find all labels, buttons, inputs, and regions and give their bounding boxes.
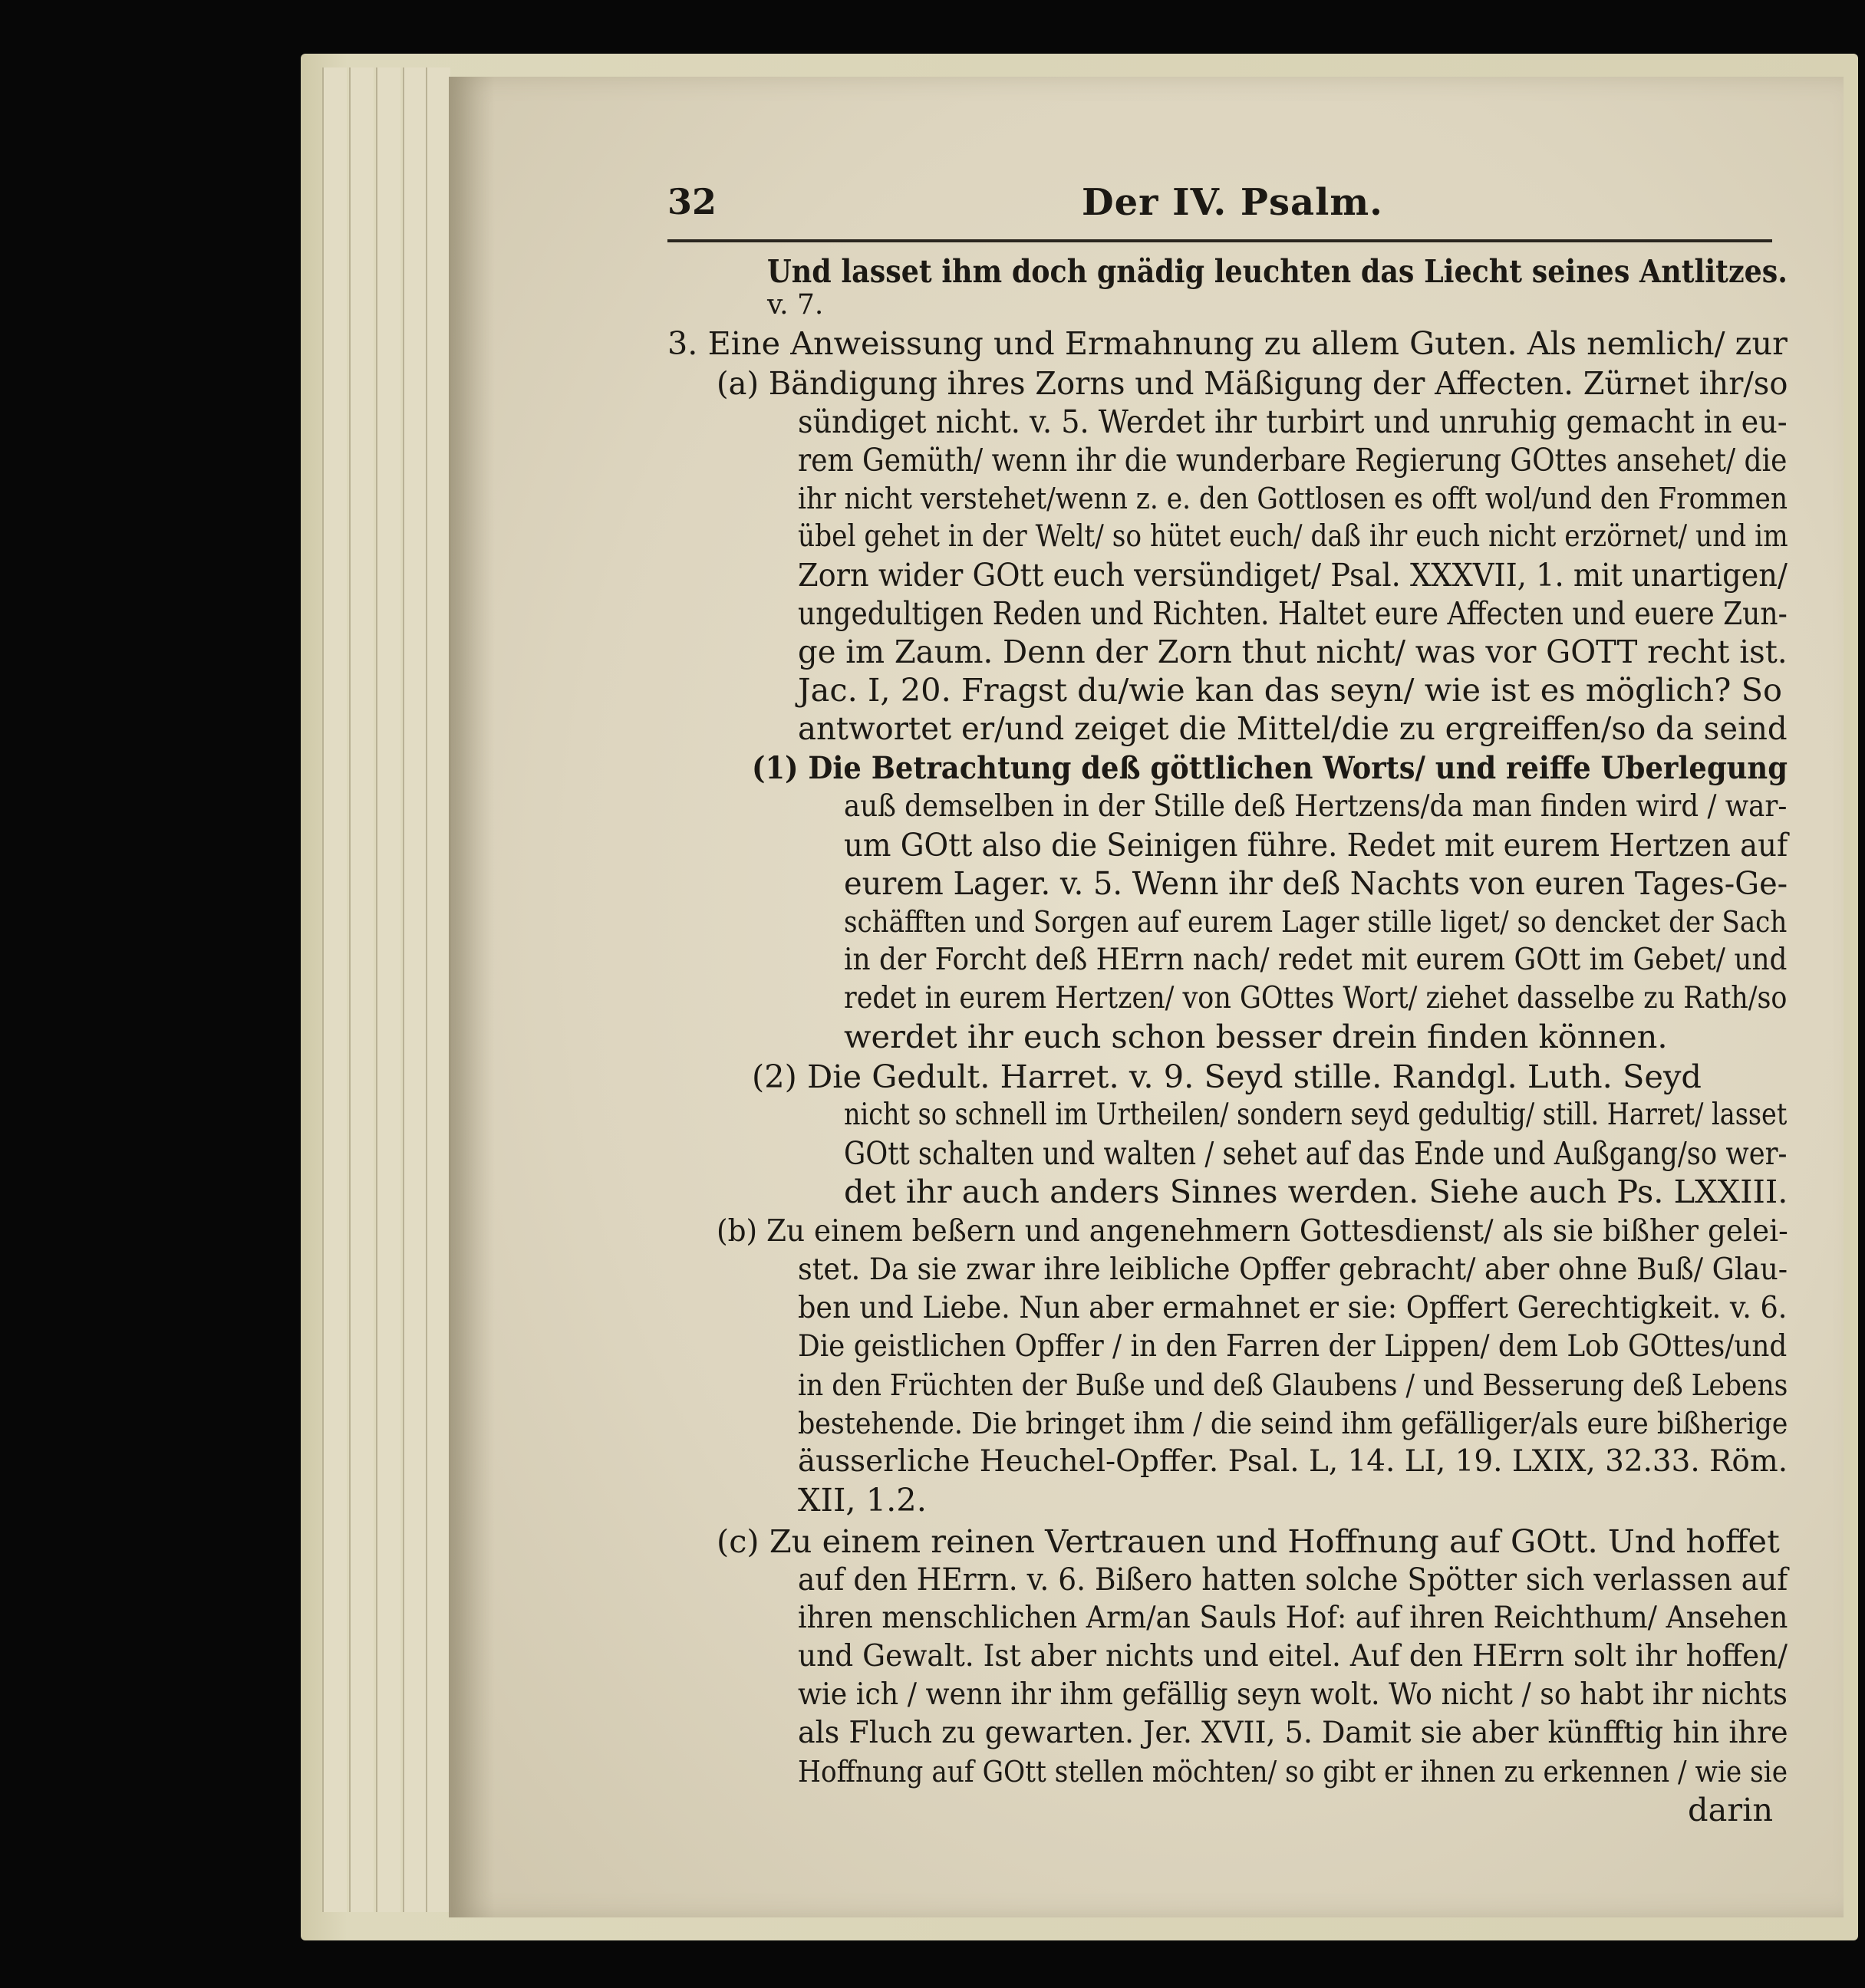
text-line: ben und Liebe. Nun aber ermahnet er sie: Opffert Gerechtigkeit. v. 6. bbox=[798, 1291, 1788, 1325]
text-line: wie ich / wenn ihr ihm gefällig seyn wolt. Wo nicht / so habt ihr nichts bbox=[798, 1677, 1788, 1712]
text-line: als Fluch zu gewarten. Jer. XVII, 5. Damit sie aber künfftig hin ihre bbox=[798, 1716, 1788, 1750]
text-line: in den Früchten der Buße und deß Glaubens / und Besserung deß Lebens bbox=[798, 1368, 1788, 1402]
text-line: Zorn wider GOtt euch versündiget/ Psal. XXXVII, 1. mit unartigen/ bbox=[798, 556, 1788, 594]
text-line: um GOtt also die Seinigen führe. Redet mit eurem Hertzen auf bbox=[844, 826, 1788, 864]
catchword: darin bbox=[1688, 1791, 1774, 1828]
text-line: (a) Bändigung ihres Zorns und Mäßigung der Affecten. Zürnet ihr/so bbox=[717, 364, 1788, 402]
page-edge bbox=[349, 67, 374, 1912]
text-line: det ihr auch anders Sinnes werden. Siehe auch Ps. LXXIII. bbox=[844, 1173, 1788, 1210]
header-rule bbox=[667, 239, 1772, 242]
page-edge bbox=[322, 67, 347, 1912]
text-line: Die geistlichen Opffer / in den Farren der Lippen/ dem Lob GOttes/und bbox=[798, 1329, 1788, 1364]
text-line: in der Forcht deß HErrn nach/ redet mit eurem GOtt im Gebet/ und bbox=[844, 943, 1788, 977]
text-line: (1) Die Betrachtung deß göttlichen Worts/ und reiffe Uberlegung bbox=[752, 750, 1788, 786]
text-line: eurem Lager. v. 5. Wenn ihr deß Nachts von euren Tages-Ge- bbox=[844, 864, 1788, 902]
text-line: (2) Die Gedult. Harret. v. 9. Seyd stille. Randgl. Luth. Seyd bbox=[752, 1058, 1702, 1095]
text-line: äusserliche Heuchel-Opffer. Psal. L, 14. LI, 19. LXIX, 32.33. Röm. bbox=[798, 1444, 1788, 1479]
text-line: v. 7. bbox=[767, 289, 824, 321]
text-line: 3. Eine Anweissung und Ermahnung zu allem Guten. Als nemlich/ zur bbox=[667, 324, 1788, 362]
text-line: ungedultigen Reden und Richten. Haltet eure Affecten und euere Zun- bbox=[798, 594, 1788, 632]
text-line: Jac. I, 20. Fragst du/wie kan das seyn/ wie ist es möglich? So bbox=[798, 671, 1783, 709]
text-line: und Gewalt. Ist aber nichts und eitel. Auf den HErrn solt ihr hoffen/ bbox=[798, 1639, 1788, 1674]
text-line: XII, 1.2. bbox=[798, 1481, 927, 1519]
running-title: Der IV. Psalm. bbox=[1082, 181, 1383, 224]
text-line: stet. Da sie zwar ihre leibliche Opffer gebracht/ aber ohne Buß/ Glau- bbox=[798, 1252, 1788, 1287]
text-line: nicht so schnell im Urtheilen/ sondern seyd gedultig/ still. Harret/ lasset bbox=[844, 1098, 1788, 1132]
text-line: GOtt schalten und walten / sehet auf das Ende und Außgang/so wer- bbox=[844, 1134, 1788, 1172]
text-line: Hoffnung auf GOtt stellen möchten/ so gibt er ihnen zu erkennen / wie sie bbox=[798, 1755, 1788, 1789]
text-line: antwortet er/und zeiget die Mittel/die zu ergreiffen/so da seind bbox=[798, 709, 1788, 747]
text-line: auß demselben in der Stille deß Hertzens/da man finden wird / war- bbox=[844, 789, 1788, 824]
page-edge bbox=[403, 67, 427, 1912]
gutter-shadow bbox=[449, 77, 495, 1917]
text-line: bestehende. Die bringet ihm / die seind ihm gefälliger/als eure bißherige bbox=[798, 1407, 1788, 1440]
page-edge bbox=[426, 67, 450, 1912]
page-header bbox=[667, 181, 1772, 235]
text-line: werdet ihr euch schon besser drein finden können. bbox=[844, 1018, 1668, 1055]
text-line: ge im Zaum. Denn der Zorn thut nicht/ was vor GOTT recht ist. bbox=[798, 633, 1788, 670]
text-line: rem Gemüth/ wenn ihr die wunderbare Regierung GOttes ansehet/ die bbox=[798, 441, 1788, 479]
text-line: sündiget nicht. v. 5. Werdet ihr turbirt und unruhig gemacht in eu- bbox=[798, 403, 1788, 440]
text-line: (b) Zu einem beßern und angenehmern Gottesdienst/ als sie bißher gelei- bbox=[717, 1214, 1788, 1249]
page-edge bbox=[376, 67, 400, 1912]
text-line: übel gehet in der Welt/ so hütet euch/ daß ihr euch nicht erzörnet/ und im bbox=[798, 519, 1788, 554]
text-line: ihren menschlichen Arm/an Sauls Hof: auf ihren Reichthum/ Ansehen bbox=[798, 1601, 1788, 1635]
page-number: 32 bbox=[667, 181, 717, 222]
text-line: redet in eurem Hertzen/ von GOttes Wort/ ziehet dasselbe zu Rath/so bbox=[844, 981, 1788, 1015]
text-line: auf den HErrn. v. 6. Bißero hatten solche Spötter sich verlassen auf bbox=[798, 1562, 1788, 1598]
text-line: schäfften und Sorgen auf eurem Lager stille liget/ so dencket der Sach bbox=[844, 905, 1788, 939]
text-line: Und lasset ihm doch gnädig leuchten das Liecht seines Antlitzes. bbox=[767, 252, 1788, 290]
text-line: (c) Zu einem reinen Vertrauen und Hoffnung auf GOtt. Und hoffet bbox=[717, 1522, 1780, 1560]
text-line: ihr nicht verstehet/wenn z. e. den Gottlosen es offt wol/und den Frommen bbox=[798, 482, 1788, 515]
